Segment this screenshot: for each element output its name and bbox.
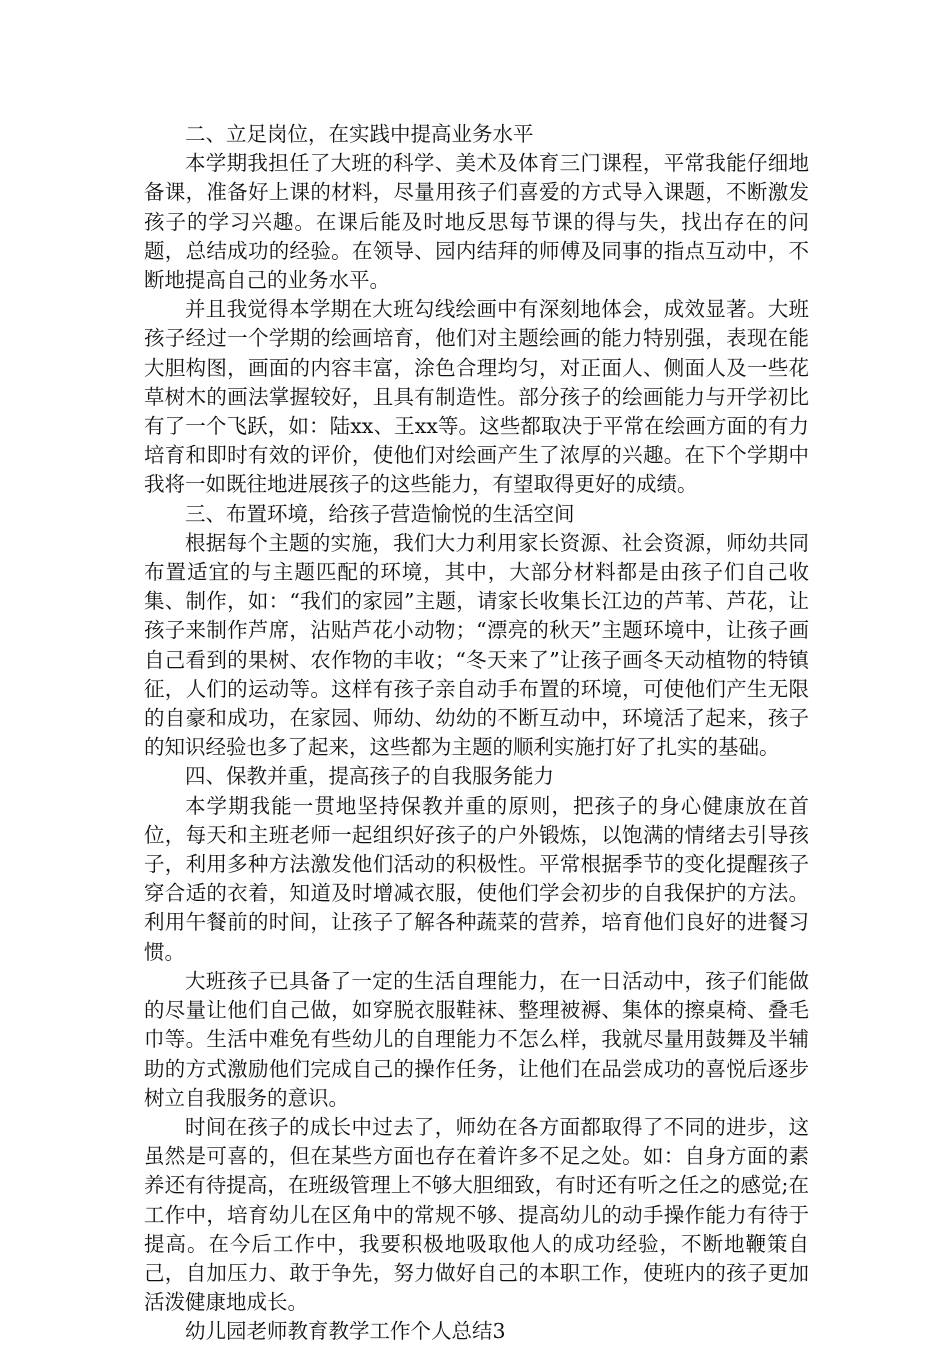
- paragraph-reflection: 时间在孩子的成长中过去了，师幼在各方面都取得了不同的进步，这虽然是可喜的，但在某些方面也存在着许多不足之处。如：自身方面的素养还有待提高，在班级管理上不够大胆细致，有时还有听之任之的感觉;在工作中，培育幼儿在区角中的常规不够、提高幼儿的动手操作能力有待于提高。在今后工作中，我要积极地吸取他人的成功经验，不断地鞭策自己，自加压力、敢于争先，努力做好自己的本职工作，使班内的孩子更加活泼健康地成长。: [144, 1114, 809, 1315]
- paragraph-drawing-experience: 并且我觉得本学期在大班勾线绘画中有深刻地体会，成效显著。大班孩子经过一个学期的绘画培育，他们对主题绘画的能力特别强，表现在能大胆构图，画面的内容丰富，涂色合理均匀，对正面人、侧面人及一些花草树木的画法掌握较好，且具有制造性。部分孩子的绘画能力与开学初比有了一个飞跃，如：陆xx、王xx等。这些都取决于平常在绘画方面的有力培育和即时有效的评价，使他们对绘画产生了浓厚的兴趣。在下个学期中我将一如既往地进展孩子的这些能力，有望取得更好的成绩。: [144, 297, 809, 497]
- section-heading-2: 二、立足岗位，在实践中提高业务水平: [185, 122, 534, 146]
- paragraph-teaching-duties: 本学期我担任了大班的科学、美术及体育三门课程，平常我能仔细地备课，准备好上课的材料，尽量用孩子们喜爱的方式导入课题，不断激发孩子的学习兴趣。在课后能及时地反思每节课的得与失，找出存在的问题，总结成功的经验。在领导、园内结拜的师傅及同事的指点互动中，不断地提高自己的业务水平。: [144, 151, 809, 293]
- document-title-3: 幼儿园老师教育教学工作个人总结3: [185, 1319, 506, 1344]
- paragraph-self-care: 大班孩子已具备了一定的生活自理能力，在一日活动中，孩子们能做的尽量让他们自己做，如穿脱衣服鞋袜、整理被褥、集体的擦桌椅、叠毛巾等。生活中难免有些幼儿的自理能力不怎么样，我就尽量用鼓舞及半辅助的方式激励他们完成自己的操作任务，让他们在品尝成功的喜悦后逐步树立自我服务的意识。: [144, 968, 809, 1110]
- document-body: [144, 120, 809, 1347]
- paragraph-care-education: 本学期我能一贯地坚持保教并重的原则，把孩子的身心健康放在首位，每天和主班老师一起组织好孩子的户外锻炼，以饱满的情绪去引导孩子，利用多种方法激发他们活动的积极性。平常根据季节的变化提醒孩子穿合适的衣着，知道及时增减衣服，使他们学会初步的自我保护的方法。利用午餐前的时间，让孩子了解各种蔬菜的营养，培育他们良好的进餐习惯。: [144, 793, 809, 964]
- section-heading-3: 三、布置环境，给孩子营造愉悦的生活空间: [185, 501, 575, 526]
- paragraph-environment: 根据每个主题的实施，我们大力利用家长资源、社会资源，师幼共同布置适宜的与主题匹配的环境，其中，大部分材料都是由孩子们自己收集、制作，如：“我们的家园”主题，请家长收集长江边的芦苇、芦花，让孩子来制作芦席，沾贴芦花小动物；“漂亮的秋天”主题环境中，让孩子画自己看到的果树、农作物的丰收；“冬天来了”让孩子画冬天动植物的特镇征，人们的运动等。这样有孩子亲自动手布置的环境，可使他们产生无限的自豪和成功，在家园、师幼、幼幼的不断互动中，环境活了起来，孩子的知识经验也多了起来，这些都为主题的顺利实施打好了扎实的基础。: [144, 530, 809, 760]
- section-heading-4: 四、保教并重，提高孩子的自我服务能力: [185, 764, 554, 789]
